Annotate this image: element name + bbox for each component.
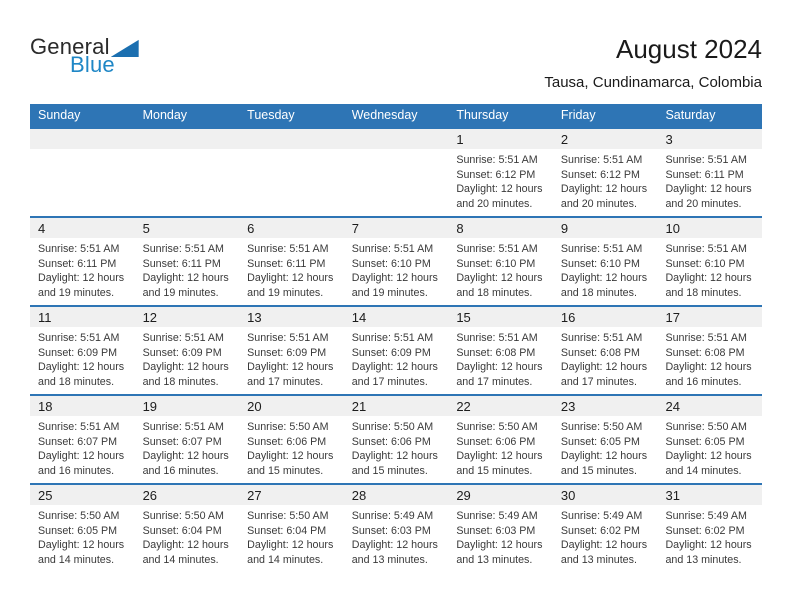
day-number: 2 [560, 132, 569, 147]
day-number-band [344, 218, 449, 238]
day-info-line: and 19 minutes. [142, 286, 219, 299]
day-details [344, 505, 449, 567]
day-number-band [448, 396, 553, 416]
day-cell [553, 218, 658, 305]
day-cell [239, 307, 344, 394]
day-number: 3 [665, 132, 673, 147]
day-info-line: Sunrise: 5:51 AM [142, 243, 224, 255]
day-number-band [344, 485, 449, 505]
title-block [544, 34, 762, 91]
day-info-line: Daylight: 12 hours [142, 450, 229, 463]
day-number-band [239, 307, 344, 327]
day-number-band [448, 307, 553, 327]
day-info-line: Sunset: 6:10 PM [665, 257, 745, 270]
day-info-line: Daylight: 12 hours [665, 539, 752, 552]
day-cell [239, 218, 344, 305]
weekday-monday: Monday [142, 108, 188, 122]
day-number: 16 [560, 310, 576, 325]
day-number: 11 [38, 310, 52, 325]
weekday-tuesday: Tuesday [247, 108, 295, 122]
day-info-line: Daylight: 12 hours [38, 361, 125, 374]
day-info-line: Sunrise: 5:51 AM [456, 154, 538, 166]
day-info-line: Sunrise: 5:49 AM [456, 510, 538, 522]
day-number-band [553, 307, 658, 327]
day-info-line: Sunrise: 5:51 AM [665, 243, 747, 255]
day-details [448, 238, 553, 300]
day-info-line: Daylight: 12 hours [560, 361, 648, 374]
weekday-friday: Friday [560, 108, 596, 122]
day-number-band [657, 129, 762, 149]
day-number: 8 [456, 221, 464, 236]
day-number-band [344, 307, 449, 327]
day-info-line: Daylight: 12 hours [247, 361, 334, 374]
day-info-line: Sunset: 6:03 PM [456, 524, 536, 537]
day-info-line: Sunrise: 5:51 AM [665, 154, 747, 166]
day-info-line: Sunrise: 5:51 AM [665, 332, 747, 344]
day-cell [657, 307, 762, 394]
day-details [553, 416, 658, 478]
day-info-line: and 17 minutes. [351, 375, 428, 388]
day-number-band [30, 485, 135, 505]
day-info-line: and 18 minutes. [456, 286, 533, 299]
day-number: 18 [38, 399, 53, 414]
weekday-sunday: Sunday [38, 108, 81, 122]
day-info-line: and 18 minutes. [665, 286, 742, 299]
day-info-line: Sunset: 6:05 PM [665, 435, 745, 448]
day-details [135, 327, 240, 389]
day-info-line: and 13 minutes. [560, 553, 637, 566]
day-info-line: Sunrise: 5:51 AM [142, 332, 224, 344]
day-number-band [553, 485, 658, 505]
day-cell [344, 485, 449, 572]
day-number: 4 [38, 221, 46, 236]
day-info-line: and 16 minutes. [142, 464, 219, 477]
day-info-line: Sunrise: 5:51 AM [560, 154, 643, 166]
day-details [657, 238, 762, 300]
page-subtitle: Tausa, Cundinamarca, Colombia [544, 74, 762, 91]
day-info-line: Sunrise: 5:51 AM [351, 243, 434, 255]
day-cell [135, 396, 240, 483]
day-info-line: Sunset: 6:10 PM [351, 257, 431, 270]
weekday-wednesday: Wednesday [351, 108, 418, 122]
day-cell [553, 396, 658, 483]
day-info-line: Daylight: 12 hours [665, 361, 752, 374]
day-number: 24 [665, 399, 680, 414]
day-details [239, 327, 344, 389]
day-number: 27 [247, 488, 262, 503]
day-cell [448, 218, 553, 305]
empty-day-cell [135, 129, 240, 216]
day-info-line: and 14 minutes. [142, 553, 219, 566]
day-number: 20 [247, 399, 262, 414]
day-info-line: Sunrise: 5:51 AM [38, 243, 120, 255]
day-cell [553, 485, 658, 572]
day-details [448, 505, 553, 567]
day-info-line: Sunrise: 5:51 AM [560, 243, 643, 255]
day-info-line: Daylight: 12 hours [560, 450, 648, 463]
day-info-line: and 18 minutes. [560, 286, 637, 299]
week-row [30, 394, 762, 483]
day-cell [344, 218, 449, 305]
day-info-line: Sunrise: 5:51 AM [456, 332, 538, 344]
day-info-line: Sunset: 6:05 PM [38, 524, 118, 537]
day-info-line: Sunset: 6:11 PM [142, 257, 221, 270]
day-details [30, 238, 135, 300]
day-details [657, 149, 762, 211]
day-details [135, 505, 240, 567]
day-info-line: Daylight: 12 hours [351, 450, 438, 463]
day-info-line: Sunrise: 5:51 AM [38, 421, 120, 433]
day-info-line: and 19 minutes. [247, 286, 324, 299]
day-info-line: Sunrise: 5:49 AM [560, 510, 643, 522]
day-number-band [30, 218, 135, 238]
day-info-line: Sunset: 6:09 PM [38, 346, 118, 359]
day-info-line: Sunset: 6:07 PM [38, 435, 118, 448]
day-details [239, 416, 344, 478]
day-info-line: Daylight: 12 hours [456, 183, 543, 196]
day-number: 29 [456, 488, 471, 503]
page-header [30, 0, 762, 104]
day-info-line: Sunset: 6:11 PM [665, 168, 744, 181]
day-info-line: Sunset: 6:12 PM [456, 168, 536, 181]
day-info-line: Sunrise: 5:51 AM [38, 332, 120, 344]
day-info-line: and 14 minutes. [665, 464, 742, 477]
day-info-line: Daylight: 12 hours [142, 361, 229, 374]
day-number-band [448, 485, 553, 505]
day-info-line: Sunset: 6:04 PM [142, 524, 222, 537]
day-number: 5 [142, 221, 150, 236]
day-info-line: Sunrise: 5:50 AM [351, 421, 434, 433]
day-cell [30, 218, 135, 305]
day-number-band [344, 396, 449, 416]
week-row [30, 305, 762, 394]
day-info-line: Daylight: 12 hours [351, 361, 438, 374]
day-details [30, 416, 135, 478]
day-details [448, 327, 553, 389]
day-info-line: Daylight: 12 hours [560, 539, 648, 552]
day-number: 1 [456, 132, 464, 147]
day-info-line: Sunset: 6:11 PM [247, 257, 326, 270]
day-number-band [344, 129, 449, 149]
weekday-thursday: Thursday [456, 108, 509, 122]
day-info-line: Sunrise: 5:50 AM [247, 421, 329, 433]
day-number-band [135, 307, 240, 327]
day-info-line: Sunset: 6:06 PM [247, 435, 327, 448]
day-number-band [657, 307, 762, 327]
day-info-line: Sunrise: 5:51 AM [247, 332, 329, 344]
day-info-line: Daylight: 12 hours [247, 272, 334, 285]
day-number-band [239, 218, 344, 238]
day-info-line: and 15 minutes. [560, 464, 637, 477]
day-number: 30 [560, 488, 576, 503]
day-number-band [553, 129, 658, 149]
day-number: 6 [247, 221, 255, 236]
day-info-line: and 13 minutes. [456, 553, 533, 566]
day-cell [657, 396, 762, 483]
day-info-line: Sunset: 6:06 PM [351, 435, 431, 448]
day-number-band [135, 396, 240, 416]
day-cell [448, 307, 553, 394]
day-details [239, 505, 344, 567]
day-info-line: and 19 minutes. [351, 286, 428, 299]
day-info-line: Sunset: 6:10 PM [560, 257, 640, 270]
weeks-container [30, 127, 762, 572]
day-cell [30, 396, 135, 483]
day-number-band [135, 218, 240, 238]
day-info-line: Daylight: 12 hours [38, 450, 125, 463]
day-info-line: Daylight: 12 hours [456, 539, 543, 552]
logo-word-blue: Blue [70, 52, 115, 77]
day-number: 31 [665, 488, 680, 503]
weekday-saturday: Saturday [665, 108, 716, 122]
day-number-band [448, 218, 553, 238]
day-details [448, 416, 553, 478]
day-info-line: and 14 minutes. [247, 553, 324, 566]
day-info-line: Sunset: 6:09 PM [142, 346, 222, 359]
day-info-line: and 18 minutes. [142, 375, 219, 388]
day-info-line: Sunset: 6:02 PM [560, 524, 640, 537]
day-info-line: Sunrise: 5:51 AM [142, 421, 224, 433]
day-number-band [135, 129, 240, 149]
day-details [448, 149, 553, 211]
day-number-band [30, 129, 135, 149]
day-number-band [657, 396, 762, 416]
day-info-line: and 19 minutes. [38, 286, 115, 299]
day-info-line: Sunrise: 5:50 AM [38, 510, 120, 522]
week-row [30, 483, 762, 572]
day-info-line: Daylight: 12 hours [456, 361, 543, 374]
day-cell [553, 129, 658, 216]
day-info-line: Sunset: 6:04 PM [247, 524, 327, 537]
day-cell [344, 307, 449, 394]
day-number: 14 [351, 310, 367, 325]
day-number: 21 [351, 399, 367, 414]
day-info-line: Sunset: 6:08 PM [456, 346, 536, 359]
day-details [553, 149, 658, 211]
day-info-line: Sunrise: 5:51 AM [560, 332, 643, 344]
calendar-grid [30, 104, 762, 572]
day-info-line: and 18 minutes. [38, 375, 115, 388]
day-info-line: Daylight: 12 hours [351, 539, 438, 552]
day-info-line: and 15 minutes. [247, 464, 324, 477]
day-number: 7 [351, 221, 359, 236]
day-info-line: Daylight: 12 hours [665, 450, 752, 463]
day-cell [135, 485, 240, 572]
day-number-band [553, 218, 658, 238]
day-info-line: and 15 minutes. [351, 464, 428, 477]
day-number-band [657, 485, 762, 505]
day-details [553, 327, 658, 389]
logo [30, 36, 139, 76]
day-info-line: Sunset: 6:03 PM [351, 524, 431, 537]
day-details [657, 416, 762, 478]
day-cell [135, 307, 240, 394]
day-details [344, 416, 449, 478]
empty-day-cell [30, 129, 135, 216]
day-info-line: Daylight: 12 hours [142, 539, 229, 552]
day-info-line: Sunset: 6:12 PM [560, 168, 640, 181]
day-number-band [448, 129, 553, 149]
day-info-line: Daylight: 12 hours [456, 450, 543, 463]
day-number-band [30, 307, 135, 327]
day-number: 25 [38, 488, 53, 503]
day-number-band [553, 396, 658, 416]
day-info-line: Sunset: 6:11 PM [38, 257, 117, 270]
day-number: 12 [142, 310, 158, 325]
day-number: 10 [665, 221, 680, 236]
day-info-line: Daylight: 12 hours [560, 272, 648, 285]
day-info-line: Sunrise: 5:49 AM [665, 510, 747, 522]
day-number-band [239, 129, 344, 149]
week-row [30, 127, 762, 216]
day-info-line: and 13 minutes. [665, 553, 742, 566]
day-cell [657, 129, 762, 216]
day-info-line: and 16 minutes. [38, 464, 115, 477]
day-info-line: Daylight: 12 hours [351, 272, 438, 285]
day-details [30, 505, 135, 567]
day-cell [30, 307, 135, 394]
day-details [657, 327, 762, 389]
day-info-line: Sunrise: 5:50 AM [665, 421, 747, 433]
day-info-line: Sunrise: 5:51 AM [456, 243, 538, 255]
day-info-line: Sunset: 6:08 PM [665, 346, 745, 359]
day-cell [657, 485, 762, 572]
day-info-line: Sunset: 6:08 PM [560, 346, 640, 359]
day-number-band [30, 396, 135, 416]
day-info-line: Sunset: 6:06 PM [456, 435, 536, 448]
day-cell [239, 485, 344, 572]
day-details [135, 416, 240, 478]
day-cell [657, 218, 762, 305]
day-info-line: and 17 minutes. [247, 375, 324, 388]
day-cell [448, 485, 553, 572]
day-cell [135, 218, 240, 305]
day-info-line: Sunrise: 5:51 AM [247, 243, 329, 255]
logo-word-general: General [30, 34, 110, 59]
day-details [30, 327, 135, 389]
day-info-line: Sunset: 6:05 PM [560, 435, 640, 448]
day-info-line: Sunset: 6:09 PM [247, 346, 327, 359]
day-info-line: Daylight: 12 hours [38, 539, 125, 552]
day-number-band [135, 485, 240, 505]
day-info-line: Daylight: 12 hours [247, 539, 334, 552]
day-details [344, 327, 449, 389]
day-details [344, 238, 449, 300]
day-info-line: and 17 minutes. [456, 375, 533, 388]
day-number-band [239, 485, 344, 505]
day-number: 26 [142, 488, 158, 503]
day-cell [30, 485, 135, 572]
day-info-line: and 17 minutes. [560, 375, 637, 388]
day-number-band [239, 396, 344, 416]
day-details [553, 505, 658, 567]
day-info-line: Daylight: 12 hours [560, 183, 648, 196]
empty-day-cell [344, 129, 449, 216]
day-info-line: Sunset: 6:07 PM [142, 435, 222, 448]
day-info-line: Sunrise: 5:50 AM [142, 510, 224, 522]
day-details [657, 505, 762, 567]
page-title: August 2024 [615, 34, 762, 64]
day-info-line: and 13 minutes. [351, 553, 428, 566]
day-info-line: Daylight: 12 hours [456, 272, 543, 285]
day-number: 23 [560, 399, 576, 414]
day-info-line: Daylight: 12 hours [38, 272, 125, 285]
week-row [30, 216, 762, 305]
day-info-line: Daylight: 12 hours [665, 272, 752, 285]
day-cell [553, 307, 658, 394]
weekday-header-row [30, 104, 762, 127]
day-info-line: Sunset: 6:09 PM [351, 346, 431, 359]
day-number-band [657, 218, 762, 238]
day-info-line: and 20 minutes. [456, 197, 533, 210]
day-info-line: Daylight: 12 hours [142, 272, 229, 285]
day-info-line: Sunrise: 5:51 AM [351, 332, 434, 344]
day-number: 17 [665, 310, 680, 325]
empty-day-cell [239, 129, 344, 216]
day-cell [448, 129, 553, 216]
day-info-line: and 15 minutes. [456, 464, 533, 477]
day-number: 13 [247, 310, 262, 325]
day-info-line: Sunrise: 5:50 AM [247, 510, 329, 522]
day-info-line: Sunrise: 5:50 AM [560, 421, 643, 433]
day-info-line: and 20 minutes. [665, 197, 742, 210]
day-cell [448, 396, 553, 483]
day-cell [344, 396, 449, 483]
day-info-line: Sunset: 6:02 PM [665, 524, 745, 537]
day-info-line: Sunset: 6:10 PM [456, 257, 536, 270]
day-number: 28 [351, 488, 367, 503]
day-info-line: Daylight: 12 hours [665, 183, 752, 196]
day-info-line: and 16 minutes. [665, 375, 742, 388]
day-number: 9 [560, 221, 569, 236]
day-info-line: Daylight: 12 hours [247, 450, 334, 463]
day-info-line: and 20 minutes. [560, 197, 637, 210]
day-number: 22 [456, 399, 471, 414]
day-number: 19 [142, 399, 158, 414]
day-info-line: Sunrise: 5:49 AM [351, 510, 434, 522]
day-details [553, 238, 658, 300]
day-number: 15 [456, 310, 471, 325]
day-details [135, 238, 240, 300]
day-cell [239, 396, 344, 483]
day-info-line: Sunrise: 5:50 AM [456, 421, 538, 433]
day-info-line: and 14 minutes. [38, 553, 115, 566]
day-details [239, 238, 344, 300]
